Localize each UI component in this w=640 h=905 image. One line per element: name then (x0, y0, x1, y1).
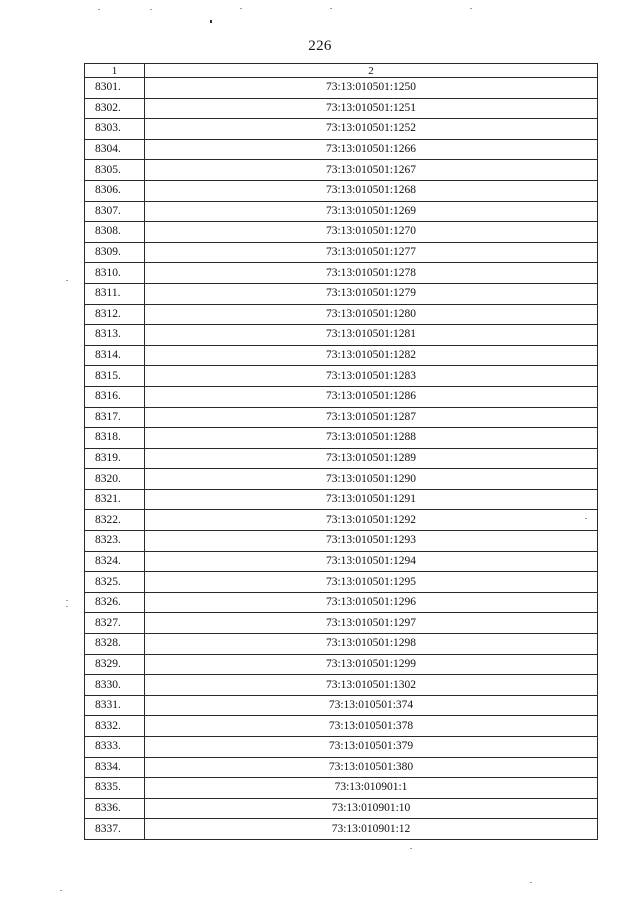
column-header-1: 1 (85, 64, 145, 78)
table-row (85, 428, 598, 449)
cadastral-number-cell: 73:13:010501:1287 (145, 407, 598, 428)
scan-speck (150, 9, 152, 10)
row-number-cell: 8310. (85, 263, 145, 284)
table-row (85, 737, 598, 758)
cadastral-number-cell: 73:13:010501:380 (145, 757, 598, 778)
table-row (85, 283, 598, 304)
scan-speck (470, 8, 472, 9)
cadastral-number-cell: 73:13:010501:1294 (145, 551, 598, 572)
table-row (85, 634, 598, 655)
cadastral-number-cell: 73:13:010901:10 (145, 798, 598, 819)
row-number-cell: 8316. (85, 386, 145, 407)
row-number-cell: 8311. (85, 283, 145, 304)
row-number-cell: 8306. (85, 180, 145, 201)
table-row (85, 695, 598, 716)
table-row (85, 778, 598, 799)
cadastral-number-cell: 73:13:010501:1278 (145, 263, 598, 284)
row-number-cell: 8337. (85, 819, 145, 840)
table-row (85, 98, 598, 119)
row-number-cell: 8317. (85, 407, 145, 428)
row-number-cell: 8309. (85, 242, 145, 263)
scan-speck (530, 882, 532, 883)
scan-speck (60, 890, 62, 891)
scan-speck (330, 8, 332, 9)
row-number-cell: 8313. (85, 325, 145, 346)
table-row (85, 716, 598, 737)
table-row (85, 119, 598, 140)
cadastral-number-cell: 73:13:010501:1292 (145, 510, 598, 531)
cadastral-number-cell: 73:13:010501:1268 (145, 180, 598, 201)
scan-speck (66, 606, 68, 607)
scan-speck (66, 600, 68, 601)
row-number-cell: 8326. (85, 592, 145, 613)
cadastral-number-cell: 73:13:010501:1281 (145, 325, 598, 346)
cadastral-number-cell: 73:13:010501:1295 (145, 572, 598, 593)
row-number-cell: 8323. (85, 531, 145, 552)
table-row (85, 263, 598, 284)
row-number-cell: 8321. (85, 489, 145, 510)
table-row (85, 180, 598, 201)
row-number-cell: 8334. (85, 757, 145, 778)
scan-speck (210, 20, 212, 23)
table-row (85, 551, 598, 572)
table-row (85, 448, 598, 469)
row-number-cell: 8319. (85, 448, 145, 469)
cadastral-number-cell: 73:13:010501:1286 (145, 386, 598, 407)
table-row (85, 345, 598, 366)
page-number: 226 (308, 38, 332, 54)
table-row (85, 386, 598, 407)
cadastral-number-cell: 73:13:010501:374 (145, 695, 598, 716)
table-row (85, 304, 598, 325)
cadastral-number-cell: 73:13:010501:1288 (145, 428, 598, 449)
cadastral-number-cell: 73:13:010901:1 (145, 778, 598, 799)
row-number-cell: 8324. (85, 551, 145, 572)
cadastral-number-cell: 73:13:010501:1250 (145, 78, 598, 99)
cadastral-number-cell: 73:13:010501:1298 (145, 634, 598, 655)
table-row (85, 469, 598, 490)
cadastral-number-cell: 73:13:010501:1280 (145, 304, 598, 325)
scan-speck (66, 280, 68, 281)
cadastral-number-cell: 73:13:010501:1270 (145, 222, 598, 243)
cadastral-number-cell: 73:13:010501:1293 (145, 531, 598, 552)
table-row (85, 654, 598, 675)
row-number-cell: 8305. (85, 160, 145, 181)
table-body (85, 78, 598, 840)
row-number-cell: 8320. (85, 469, 145, 490)
table-row (85, 366, 598, 387)
table-row (85, 160, 598, 181)
table-row (85, 592, 598, 613)
row-number-cell: 8318. (85, 428, 145, 449)
row-number-cell: 8315. (85, 366, 145, 387)
row-number-cell: 8308. (85, 222, 145, 243)
row-number-cell: 8329. (85, 654, 145, 675)
table-row (85, 757, 598, 778)
table-row (85, 675, 598, 696)
row-number-cell: 8330. (85, 675, 145, 696)
cadastral-number-cell: 73:13:010501:1251 (145, 98, 598, 119)
cadastral-number-cell: 73:13:010501:1279 (145, 283, 598, 304)
table-row (85, 531, 598, 552)
table-row (85, 798, 598, 819)
cadastral-number-cell: 73:13:010501:1269 (145, 201, 598, 222)
row-number-cell: 8328. (85, 634, 145, 655)
table-row (85, 222, 598, 243)
row-number-cell: 8302. (85, 98, 145, 119)
row-number-cell: 8335. (85, 778, 145, 799)
column-header-2: 2 (145, 64, 598, 78)
cadastral-number-cell: 73:13:010501:1302 (145, 675, 598, 696)
table-row (85, 242, 598, 263)
table-row (85, 139, 598, 160)
row-number-cell: 8303. (85, 119, 145, 140)
row-number-cell: 8325. (85, 572, 145, 593)
row-number-cell: 8336. (85, 798, 145, 819)
row-number-cell: 8304. (85, 139, 145, 160)
cadastral-number-cell: 73:13:010501:378 (145, 716, 598, 737)
cadastral-number-cell: 73:13:010501:379 (145, 737, 598, 758)
scan-speck (98, 9, 100, 10)
table-row (85, 613, 598, 634)
cadastral-number-cell: 73:13:010501:1297 (145, 613, 598, 634)
row-number-cell: 8301. (85, 78, 145, 99)
cadastral-number-cell: 73:13:010501:1291 (145, 489, 598, 510)
cadastral-number-cell: 73:13:010501:1277 (145, 242, 598, 263)
cadastral-number-cell: 73:13:010501:1252 (145, 119, 598, 140)
cadastral-number-cell: 73:13:010501:1299 (145, 654, 598, 675)
cadastral-number-cell: 73:13:010901:12 (145, 819, 598, 840)
row-number-cell: 8322. (85, 510, 145, 531)
cadastral-number-table (84, 63, 598, 840)
table-row (85, 819, 598, 840)
table-row (85, 78, 598, 99)
table-row (85, 325, 598, 346)
row-number-cell: 8327. (85, 613, 145, 634)
cadastral-number-cell: 73:13:010501:1283 (145, 366, 598, 387)
scan-speck (410, 848, 412, 849)
table-row (85, 510, 598, 531)
row-number-cell: 8332. (85, 716, 145, 737)
table-row (85, 489, 598, 510)
cadastral-number-cell: 73:13:010501:1266 (145, 139, 598, 160)
table-header-row (85, 64, 598, 78)
cadastral-number-cell: 73:13:010501:1289 (145, 448, 598, 469)
cadastral-number-cell: 73:13:010501:1290 (145, 469, 598, 490)
row-number-cell: 8307. (85, 201, 145, 222)
row-number-cell: 8331. (85, 695, 145, 716)
cadastral-number-cell: 73:13:010501:1267 (145, 160, 598, 181)
scan-speck (240, 8, 242, 9)
table-row (85, 572, 598, 593)
table-row (85, 407, 598, 428)
cadastral-number-cell: 73:13:010501:1296 (145, 592, 598, 613)
row-number-cell: 8314. (85, 345, 145, 366)
row-number-cell: 8333. (85, 737, 145, 758)
table-row (85, 201, 598, 222)
cadastral-number-cell: 73:13:010501:1282 (145, 345, 598, 366)
row-number-cell: 8312. (85, 304, 145, 325)
